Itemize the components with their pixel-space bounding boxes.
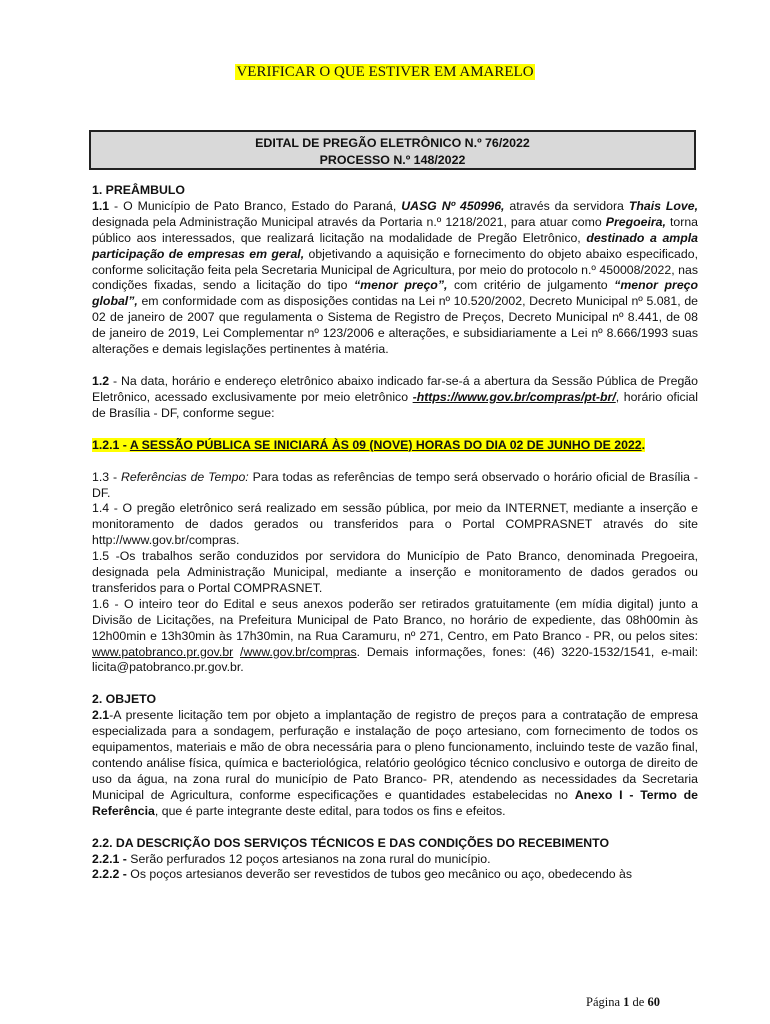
page-footer: Página 1 de 60 <box>586 995 660 1009</box>
paragraph-2-2-1: 2.2.1 - Serão perfurados 12 poços artesianos na zona rural do município. <box>92 851 491 866</box>
patobranco-site-link[interactable]: www.patobranco.pr.gov.br <box>92 644 234 659</box>
paragraph-1-4: 1.4 - O pregão eletrônico será realizado em sessão pública, por meio da INTERNET, mediante a inserção e monitoramento de dados gerados ou transferidos para o Portal COMPRASNET através do site http://www.gov.br/compras. <box>92 501 698 548</box>
paragraph-1-1: 1.1 - O Município de Pato Branco, Estado do Paraná, UASG Nº 450996, através da servidora Thais Love, designada pela Administração Municipal através da Portaria n.º 1218/2021, para atuar como Pregoeira, torna público aos interessados, que realizará licitação na modalidade de Pregão Eletrônico, destinado a ampla participação de empresas em geral, objetivando a aquisição e fornecimento do objeto abaixo especificado, conforme solicitação feita pela Secretaria Municipal de Agricultura, por meio do protocolo n.º 450008/2022, nas condições fixadas, sendo a licitação do tipo “menor preço”, com critério de julgamento “menor preço global”, em conformidade com as disposições contidas na Lei nº 10.520/2002, Decreto Municipal nº 5.081, de 02 de janeiro de 2007 que regulamenta o Sistema de Registro de Preços, Decreto Municipal nº 8.441, de 08 de janeiro de 2019, Lei Complementar nº 123/2006 e alterações, e subsidiariamente a Lei nº 8.666/1993 suas alterações e demais legislações pertinentes à matéria. <box>92 198 699 357</box>
paragraph-1-3: 1.3 - Referências de Tempo: Para todas as referências de tempo será observado o horário oficial de Brasília - DF. <box>92 469 698 500</box>
paragraph-1-2: 1.2 - Na data, horário e endereço eletrônico abaixo indicado far-se-á a abertura da Sessão Pública de Pregão Eletrônico, acessado exclusivamente por meio eletrônico -https://www.gov.br/compras/pt-br/, horário oficial de Brasília - DF, conforme segue: <box>92 373 699 420</box>
highlight-notice <box>0 64 770 81</box>
compras-gov-link[interactable]: -https://www.gov.br/compras/pt-br/ <box>412 389 616 404</box>
paragraph-2-2-2: 2.2.2 - Os poços artesianos deverão ser revestidos de tubos geo mecânico ou aço, obedecendo às <box>92 867 633 882</box>
document-body <box>92 183 698 883</box>
section-2-2-title: 2.2. DA DESCRIÇÃO DOS SERVIÇOS TÉCNICOS E DAS CONDIÇÕES DO RECEBIMENTO <box>92 835 610 850</box>
paragraph-1-6: 1.6 - O inteiro teor do Edital e seus anexos poderão ser retirados gratuitamente (em mídia digital) junto a Divisão de Licitações, na Prefeitura Municipal de Pato Branco, no horário de expediente, das 08h00min às 12h00min e 13h30min às 17h30min, na Rua Caramuru, nº 271, Centro, em Pato Branco - PR, ou pelos sites: www.patobranco.pr.gov.br /www.gov.br/compras. Demais informações, fones: (46) 3220-1532/1541, e-mail: licita@patobranco.pr.gov.br. <box>92 596 698 675</box>
total-pages: 60 <box>647 995 660 1009</box>
current-page-number: 1 <box>623 995 630 1009</box>
highlight-notice-text: VERIFICAR O QUE ESTIVER EM AMARELO <box>236 64 534 80</box>
compras-site-link[interactable]: /www.gov.br/compras <box>240 644 357 659</box>
process-number: PROCESSO N.º 148/2022 <box>319 153 466 167</box>
paragraph-1-5: 1.5 -Os trabalhos serão conduzidos por servidora do Município de Pato Branco, denominada Pregoeira, designada pela Administração Municipal, mediante a inserção e monitoramento de dados gerados ou transferidos para o Portal COMPRASNET. <box>92 549 698 595</box>
section-2-title: 2. OBJETO <box>92 692 157 707</box>
paragraph-2-1: 2.1-A presente licitação tem por objeto a implantação de registro de preços para a contratação de empresa especializada para a sondagem, perfuração e instalação de poço artesiano, com fornecimento de todos os equipamentos, materiais e mão de obra necessária para o pleno funcionamento, incluindo teste de vazão final, contendo análise física, química e bacteriológica, relatório geológico técnico conclusivo e outorga de direito de uso da água, na zona rural do município de Pato Branco- PR, atendendo as necessidades da Secretaria Municipal de Agricultura, conforme especificações e quantidades estabelecidas no Anexo I - Termo de Referência, que é parte integrante deste edital, para todos os fins e efeitos. <box>92 708 699 818</box>
edital-header-box <box>89 130 696 170</box>
section-1-title: 1. PREÂMBULO <box>92 183 185 197</box>
edital-title: EDITAL DE PREGÃO ELETRÔNICO N.º 76/2022 <box>255 136 530 150</box>
paragraph-1-2-1: 1.2.1 - A SESSÃO PÚBLICA SE INICIARÁ ÀS 09 (NOVE) HORAS DO DIA 02 DE JUNHO DE 2022. <box>92 437 646 452</box>
